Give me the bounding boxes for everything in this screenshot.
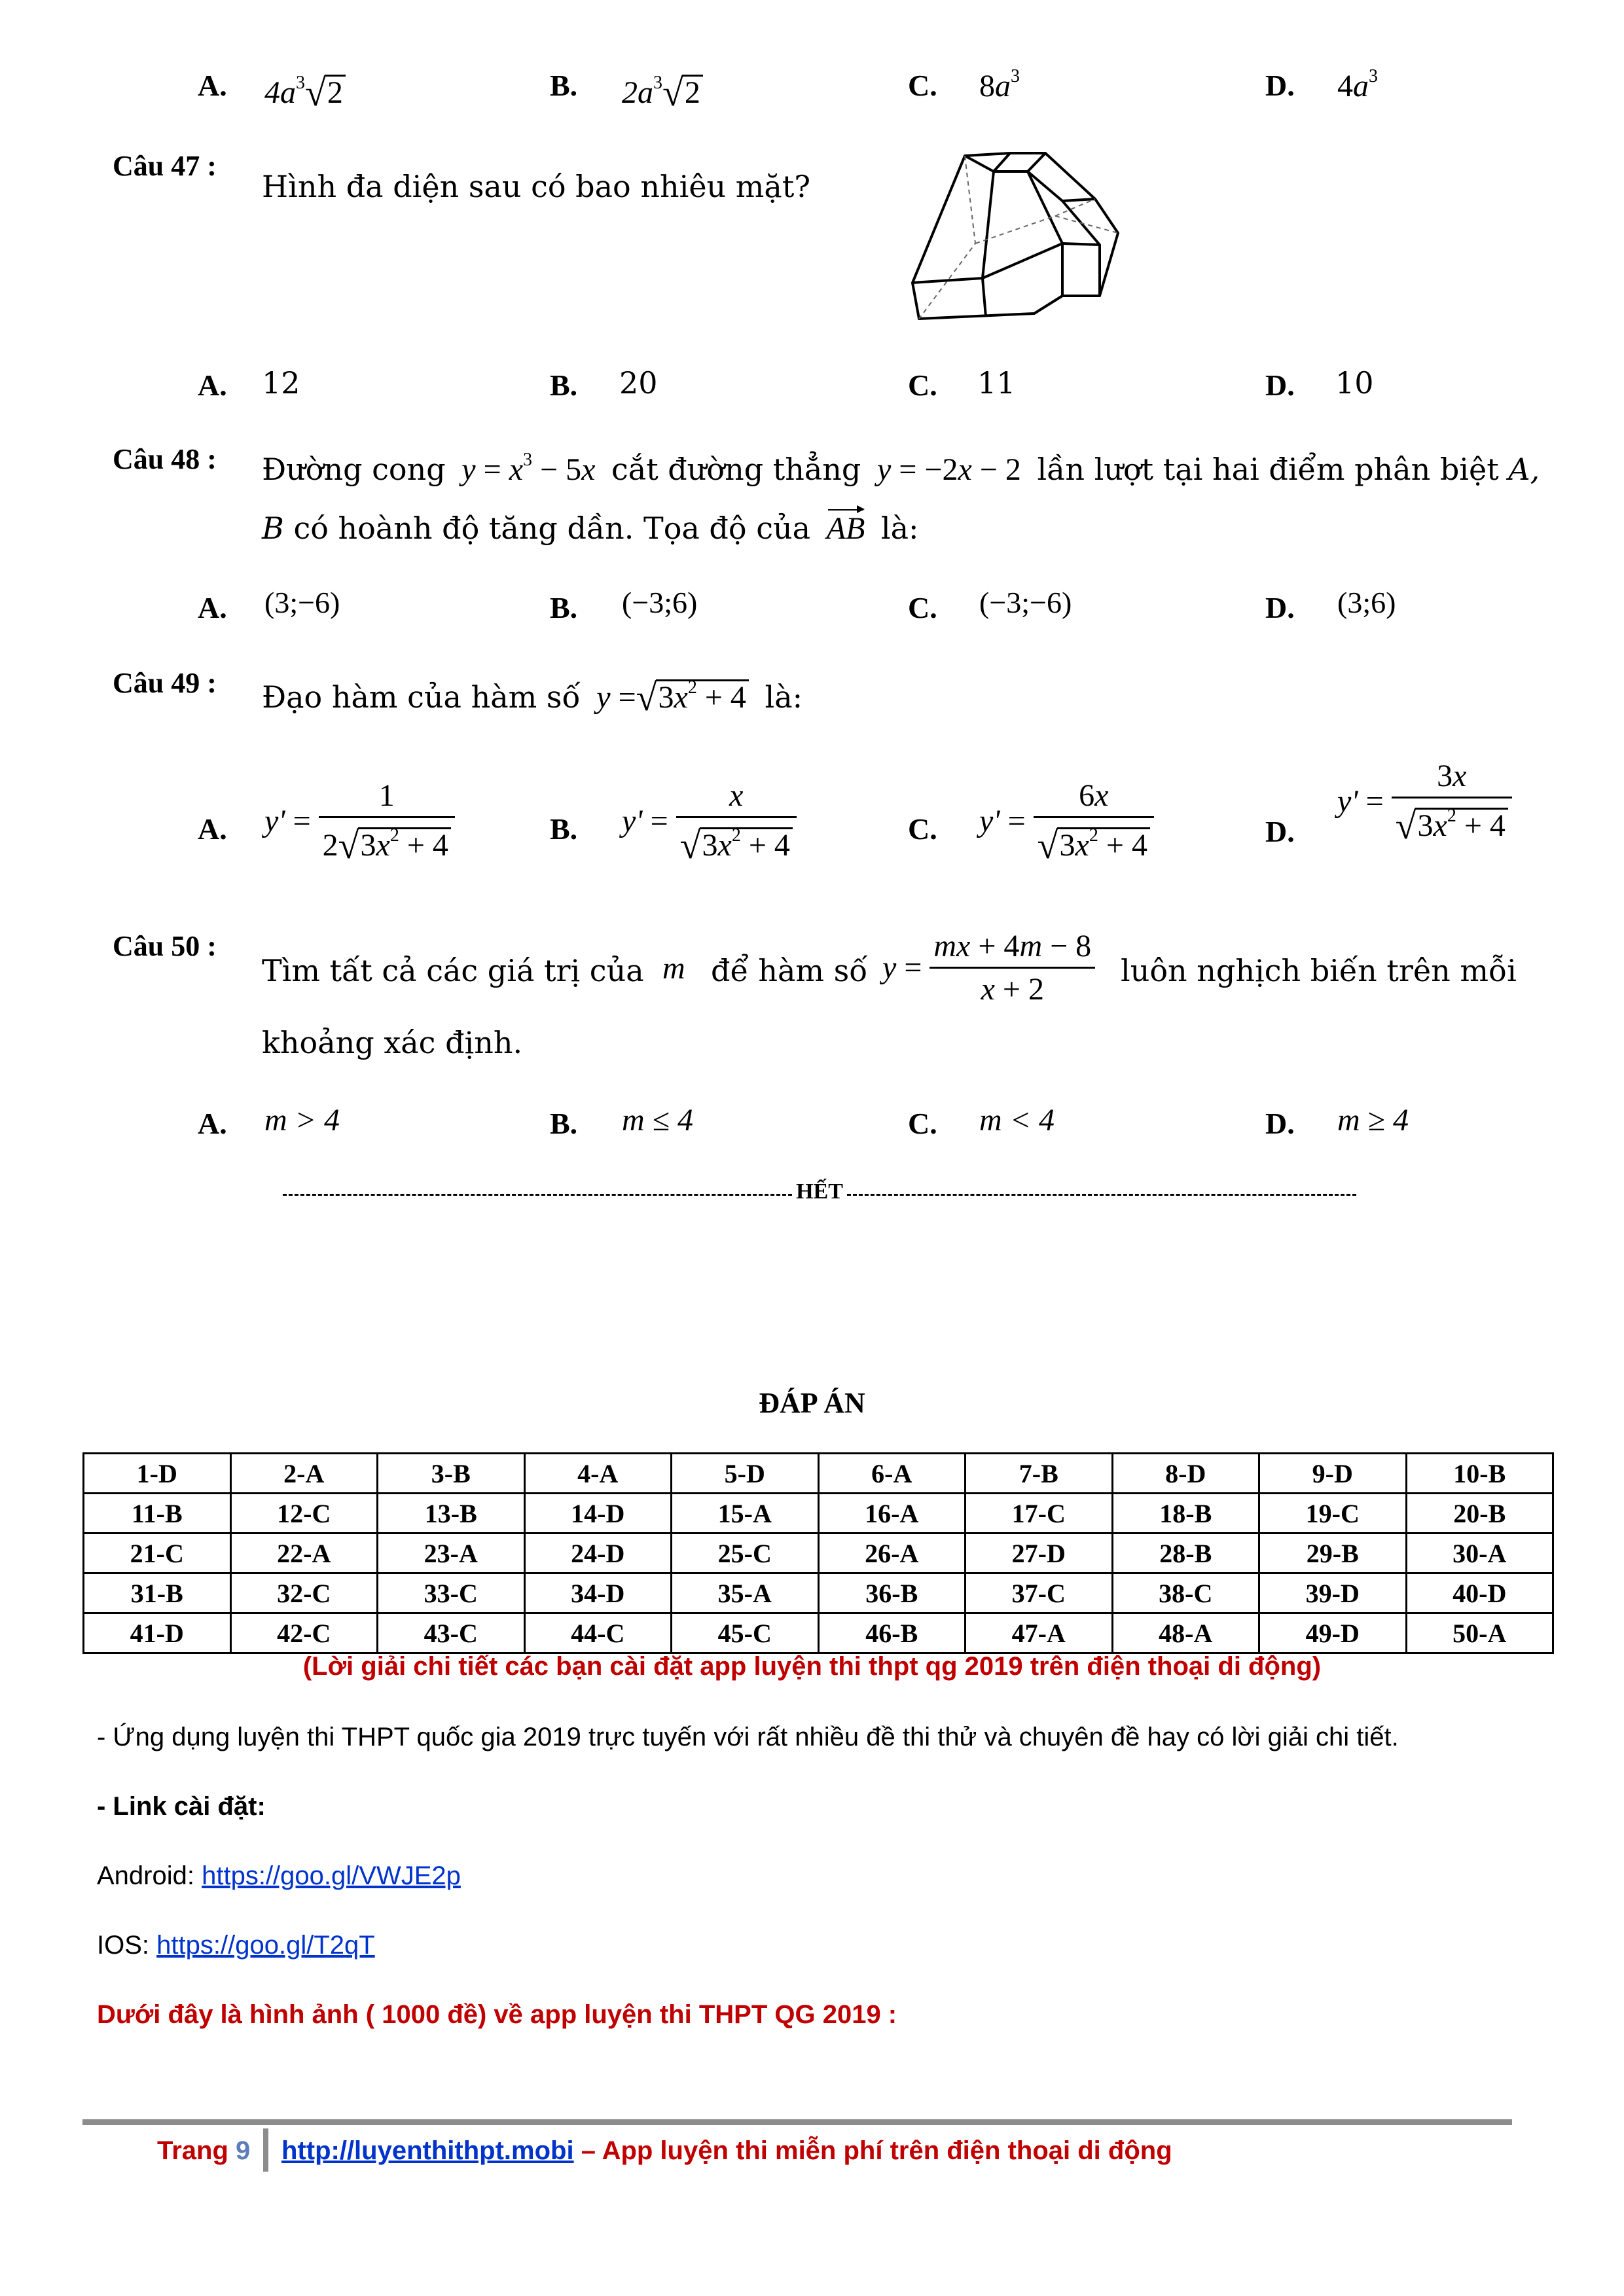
answer-cell: 9-D [1259, 1454, 1407, 1494]
polyhedron-front-bottom [912, 243, 1100, 283]
end-divider [283, 1179, 1356, 1204]
q47-option-c-label: C. [908, 368, 937, 402]
answer-cell: 48-A [1112, 1613, 1259, 1653]
q48-number: Câu 48 : [113, 443, 217, 475]
q48-text-5: là: [880, 511, 919, 546]
answer-cell: 17-C [965, 1494, 1113, 1534]
q47-option-c-value: 11 [977, 365, 1016, 401]
table-row [84, 1454, 1553, 1494]
answer-cell: 21-C [84, 1534, 231, 1573]
android-label: Android: [97, 1861, 194, 1890]
answer-cell: 30-A [1406, 1534, 1553, 1573]
answer-cell: 26-A [818, 1534, 965, 1573]
footer-rule [82, 2119, 1512, 2125]
answer-cell: 28-B [1112, 1534, 1259, 1573]
q50-option-a-value: m > 4 [264, 1103, 340, 1138]
install-heading: - Link cài đặt: [97, 1792, 266, 1821]
q48-line-1 [262, 452, 1540, 488]
q48-vector-ab: AB [826, 511, 865, 546]
footer-site [281, 2136, 1172, 2166]
q48-option-b-label: B. [550, 591, 578, 624]
q48-line-2 [262, 511, 919, 547]
q49-function: $y =√3x^2 + 4$ [596, 680, 749, 715]
q48-point-a: A, [1508, 452, 1540, 487]
q50-option-d-value: m ≥ 4 [1337, 1103, 1409, 1138]
android-link[interactable]: https://goo.gl/VWJE2p [202, 1861, 461, 1890]
q49-option-c-label: C. [908, 812, 937, 846]
q46-option-a-label: A. [198, 69, 227, 102]
q47-option-b-value: 20 [619, 365, 658, 401]
q47-option-d-value: 10 [1335, 365, 1374, 401]
q48-option-c-value: (−3;−6) [979, 586, 1072, 619]
answer-cell: 47-A [965, 1613, 1113, 1653]
answer-cell: 44-C [524, 1613, 672, 1653]
ios-row [97, 1931, 375, 1960]
end-marker: HẾT [796, 1179, 843, 1204]
q50-function: y = $\frac{mx + 4m - 8}{x + 2}$ [882, 928, 1095, 1007]
end-divider-right-dashes [847, 1194, 1356, 1196]
solution-note: (Lời giải chi tiết các bạn cài đặt app luyện thi thpt qg 2019 trên điện thoại di động) [302, 1652, 1322, 1681]
footer-page [157, 2136, 250, 2166]
q50-option-c-value: m < 4 [979, 1103, 1055, 1138]
answer-cell: 19-C [1259, 1494, 1407, 1534]
answer-cell: 23-A [378, 1534, 525, 1573]
q46-option-a-expr: $4a^3√2$ [264, 68, 346, 112]
polyhedron-edge-5 [1028, 171, 1062, 243]
answer-cell: 33-C [378, 1573, 525, 1613]
q47-option-b-label: B. [550, 368, 578, 402]
polyhedron-edge-4 [983, 171, 994, 278]
answer-cell: 37-C [965, 1573, 1113, 1613]
answer-cell: 49-D [1259, 1613, 1407, 1653]
polyhedron-front-top [965, 156, 1100, 296]
answer-cell: 13-B [378, 1494, 525, 1534]
table-row [84, 1494, 1553, 1534]
answer-cell: 40-D [1406, 1573, 1553, 1613]
app-description: - Ứng dụng luyện thi THPT quốc gia 2019 trực tuyến với rất nhiều đề thi thử và chuyên đề hay có lời giải chi tiết. [97, 1723, 1399, 1751]
answer-cell: 1-D [84, 1454, 231, 1494]
answer-cell: 11-B [84, 1494, 231, 1534]
answer-cell: 14-D [524, 1494, 672, 1534]
q48-option-c-label: C. [908, 591, 937, 624]
answer-cell: 50-A [1406, 1613, 1553, 1653]
answer-cell: 42-C [230, 1613, 378, 1653]
answer-cell: 18-B [1112, 1494, 1259, 1534]
q50-option-b-value: m ≤ 4 [622, 1103, 694, 1138]
polyhedron-hidden-1 [919, 156, 975, 319]
answer-cell: 6-A [818, 1454, 965, 1494]
answer-cell: 5-D [672, 1454, 819, 1494]
q50-text-1: Tìm tất cả các giá trị của [262, 953, 644, 988]
answer-cell: 25-C [672, 1534, 819, 1573]
answer-key-table [82, 1452, 1554, 1654]
q48-curve: $y = x^3 - 5x$ [461, 450, 596, 487]
answer-cell: 35-A [672, 1573, 819, 1613]
footer-separator [263, 2128, 268, 2172]
q48-text-3: lần lượt tại hai điểm phân biệt [1037, 452, 1499, 487]
q49-line [262, 673, 803, 717]
answer-cell: 24-D [524, 1534, 672, 1573]
android-row [97, 1861, 461, 1891]
answer-cell: 27-D [965, 1534, 1113, 1573]
answer-cell: 45-C [672, 1613, 819, 1653]
q46-option-b-expr: $2a^3√2$ [622, 68, 703, 112]
q50-text-2: để hàm số [711, 953, 868, 988]
polyhedron-edge-2 [1028, 153, 1045, 171]
q50-option-c-label: C. [908, 1107, 937, 1140]
polyhedron-outline [912, 153, 1118, 319]
table-row [84, 1613, 1553, 1653]
q48-option-d-label: D. [1265, 591, 1295, 624]
q50-text-4: khoảng xác định. [262, 1025, 523, 1060]
answer-key-title: ĐÁP ÁN [759, 1387, 865, 1419]
answer-cell: 46-B [818, 1613, 965, 1653]
polyhedron-edge-1 [994, 153, 1010, 171]
q48-option-a-value: (3;−6) [264, 586, 340, 619]
answer-cell: 8-D [1112, 1454, 1259, 1494]
q48-line: y = −2x − 2 [877, 452, 1021, 487]
q49-text-1: Đạo hàm của hàm số [262, 679, 581, 715]
footer-site-link[interactable]: http://luyenthithpt.mobi [281, 2136, 574, 2165]
q50-number: Câu 50 : [113, 930, 217, 962]
q49-option-b-expr: y' = $\frac{x}{√3x^2 + 4}$ [622, 778, 797, 865]
q50-option-d-label: D. [1265, 1107, 1295, 1140]
answer-cell: 31-B [84, 1573, 231, 1613]
q47-option-a-value: 12 [262, 365, 300, 401]
q49-number: Câu 49 : [113, 667, 217, 699]
q46-option-b-label: B. [550, 69, 578, 102]
q49-option-d-label: D. [1265, 815, 1295, 848]
footer-page-number: 9 [236, 2136, 251, 2165]
answer-cell: 3-B [378, 1454, 525, 1494]
q48-option-d-value: (3;6) [1337, 586, 1396, 619]
q49-option-b-label: B. [550, 812, 578, 846]
answer-cell: 4-A [524, 1454, 672, 1494]
table-row [84, 1534, 1553, 1573]
q47-text: Hình đa diện sau có bao nhiêu mặt? [262, 169, 810, 204]
q48-point-b: B [262, 511, 284, 546]
q48-option-a-label: A. [198, 591, 227, 624]
q50-var-m: m [662, 951, 685, 986]
answer-cell: 38-C [1112, 1573, 1259, 1613]
answer-cell: 39-D [1259, 1573, 1407, 1613]
answer-cell: 22-A [230, 1534, 378, 1573]
table-row [84, 1573, 1553, 1613]
answer-cell: 36-B [818, 1573, 965, 1613]
answer-cell: 32-C [230, 1573, 378, 1613]
q50-text-3: luôn nghịch biến trên mỗi [1121, 953, 1517, 988]
answer-cell: 12-C [230, 1494, 378, 1534]
q50-option-a-label: A. [198, 1107, 227, 1140]
answer-cell: 15-A [672, 1494, 819, 1534]
polyhedron-edge-6 [983, 278, 986, 317]
q50-option-b-label: B. [550, 1107, 578, 1140]
q48-text-1: Đường cong [262, 452, 446, 487]
q49-text-2: là: [765, 679, 803, 715]
q49-option-d-expr: y' = $\frac{3x}{√3x^2 + 4}$ [1337, 758, 1512, 845]
q48-text-4: có hoành độ tăng dần. Tọa độ của [293, 511, 811, 546]
answer-cell: 10-B [1406, 1454, 1553, 1494]
q49-option-c-expr: y' = $\frac{6x}{√3x^2 + 4}$ [979, 778, 1154, 865]
answer-cell: 16-A [818, 1494, 965, 1534]
q46-option-c-expr: $8a^3$ [979, 66, 1020, 103]
answer-cell: 34-D [524, 1573, 672, 1613]
q49-option-a-label: A. [198, 812, 227, 846]
q47-number: Câu 47 : [113, 150, 217, 182]
q47-option-d-label: D. [1265, 368, 1295, 402]
answer-cell: 43-C [378, 1613, 525, 1653]
q48-text-2: cắt đường thẳng [611, 452, 861, 487]
q48-option-b-value: (−3;6) [622, 586, 698, 619]
polyhedron-figure [903, 145, 1132, 326]
footer-tagline: – App luyện thi miễn phí trên điện thoại di động [581, 2136, 1172, 2165]
images-heading: Dưới đây là hình ảnh ( 1000 đề) về app luyện thi THPT QG 2019 : [97, 2000, 897, 2029]
answer-cell: 2-A [230, 1454, 378, 1494]
answer-cell: 29-B [1259, 1534, 1407, 1573]
q46-option-c-label: C. [908, 69, 937, 102]
answer-cell: 41-D [84, 1613, 231, 1653]
q49-option-a-expr: y' = $\frac{1}{2√3x^2 + 4}$ [264, 778, 455, 865]
q47-option-a-label: A. [198, 368, 227, 402]
answer-cell: 20-B [1406, 1494, 1553, 1534]
q46-option-d-label: D. [1265, 69, 1295, 102]
answer-cell: 7-B [965, 1454, 1113, 1494]
q46-option-d-expr: $4a^3$ [1337, 66, 1378, 103]
ios-link[interactable]: https://goo.gl/T2qT [156, 1931, 375, 1960]
end-divider-left-dashes [283, 1194, 792, 1196]
footer-page-label: Trang [157, 2136, 228, 2165]
ios-label: IOS: [97, 1931, 150, 1960]
